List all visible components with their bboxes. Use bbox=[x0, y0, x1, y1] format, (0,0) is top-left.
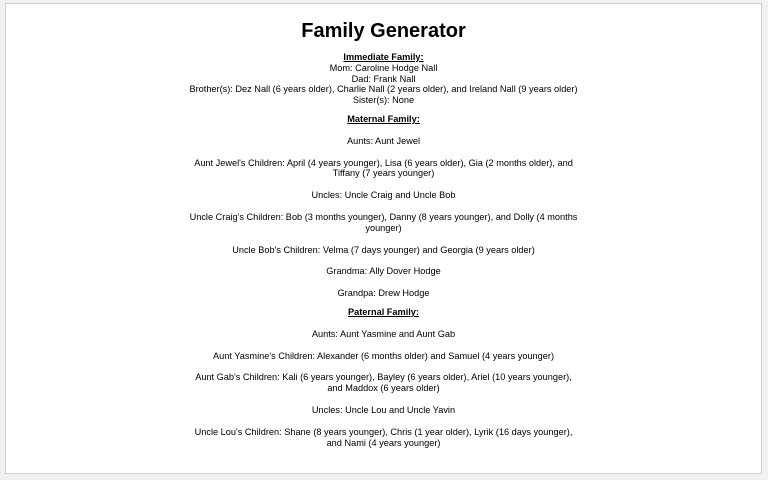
aunt-jewel-children-line: Aunt Jewel's Children: April (4 years younger), Lisa (6 years older), Gia (2 months older), and Tiffany (7 years younger) bbox=[194, 157, 573, 179]
brothers-line: Brother(s): Dez Nall (6 years older), Charlie Nall (2 years older), and Ireland Nall (9 years older) bbox=[189, 84, 578, 95]
uncle-craig-children-line: Uncle Craig's Children: Bob (3 months younger), Danny (8 years younger), and Dolly (4 months younger) bbox=[189, 211, 578, 233]
aunt-yasmine-children-line: Aunt Yasmine's Children: Alexander (6 months older) and Samuel (4 years younger) bbox=[212, 350, 555, 361]
grandma-line: Grandma: Ally Dover Hodge bbox=[326, 266, 441, 277]
uncle-lou-children-line: Uncle Lou's Children: Shane (8 years younger), Chris (1 year older), Lyrik (16 days younger), and Nami (4 years younger) bbox=[194, 426, 573, 448]
document-page bbox=[5, 3, 762, 474]
sisters-line: Sister(s): None bbox=[352, 95, 415, 106]
maternal-family-heading: Maternal Family: bbox=[347, 113, 420, 124]
uncle-bob-children-line: Uncle Bob's Children: Velma (7 days younger) and Georgia (9 years older) bbox=[232, 244, 535, 255]
page-title: Family Generator bbox=[301, 20, 466, 42]
paternal-uncles-line: Uncles: Uncle Lou and Uncle Yavin bbox=[311, 404, 456, 415]
paternal-aunts-line: Aunts: Aunt Yasmine and Aunt Gab bbox=[311, 328, 456, 339]
maternal-aunts-line: Aunts: Aunt Jewel bbox=[346, 135, 421, 146]
aunt-gab-children-line: Aunt Gab's Children: Kali (6 years younger), Bayley (6 years older), Ariel (10 years younger), and Maddox (6 years older) bbox=[195, 372, 572, 394]
immediate-family-heading: Immediate Family: bbox=[343, 52, 424, 62]
maternal-uncles-line: Uncles: Uncle Craig and Uncle Bob bbox=[311, 190, 456, 201]
grandpa-line: Grandpa: Drew Hodge bbox=[337, 288, 430, 299]
dad-line: Dad: Frank Nall bbox=[351, 73, 416, 84]
document-body bbox=[189, 52, 579, 448]
paternal-family-heading: Paternal Family: bbox=[348, 306, 419, 317]
mom-line: Mom: Caroline Hodge Nall bbox=[329, 62, 438, 73]
